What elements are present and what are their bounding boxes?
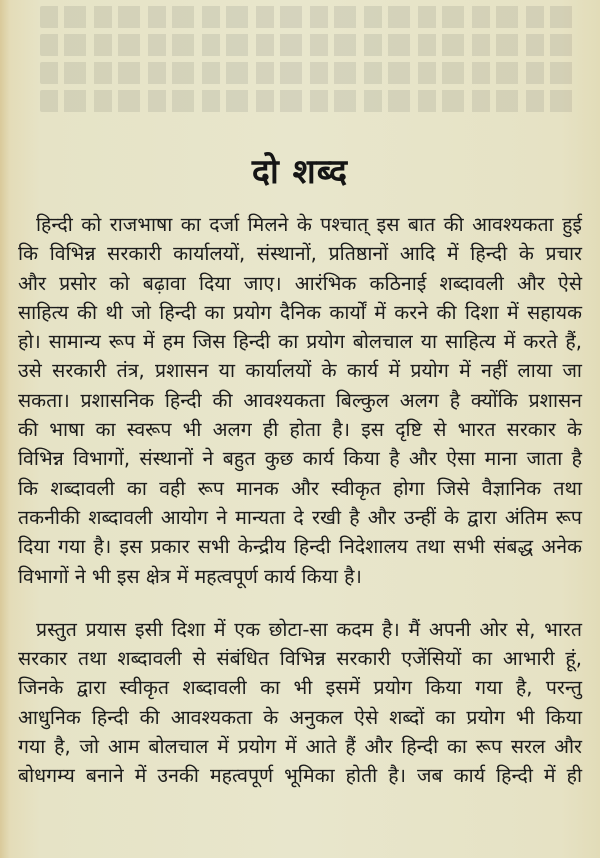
text-line: साहित्य की थी जो हिन्दी का प्रयोग दैनिक कार्यों में करने की दिशा में सहायक xyxy=(18,300,582,324)
text-line: कि विभिन्न सरकारी कार्यालयों, संस्थानों, प्रतिष्ठानों आदि में हिन्दी के प्रचार xyxy=(18,242,582,266)
text-line: की भाषा का स्वरूप भी अलग ही होता है। इस दृष्टि से भारत सरकार के xyxy=(18,418,582,442)
text-line: कि शब्दावली का वही रूप मानक और स्वीकृत होगा जिसे वैज्ञानिक तथा xyxy=(18,476,582,500)
show-through-line xyxy=(40,34,580,56)
paragraph-2 xyxy=(18,615,582,791)
reverse-page-show-through xyxy=(40,0,580,115)
text-line: सरकार तथा शब्दावली से संबंधित विभिन्न सरकारी एजेंसियों का आभारी हूं, xyxy=(18,647,582,671)
text-line: जिनके द्वारा स्वीकृत शब्दावली का भी इसमें प्रयोग किया गया है, परन्तु xyxy=(18,676,582,700)
text-line: दिया गया है। इस प्रकार सभी केन्द्रीय हिन्दी निदेशालय तथा सभी संबद्ध अनेक xyxy=(18,535,582,559)
text-line: हो। सामान्य रूप में हम जिस हिन्दी का प्रयोग बोलचाल या साहित्य में करते हैं, xyxy=(18,330,582,354)
text-line: सकता। प्रशासनिक हिन्दी की आवश्यकता बिल्कुल अलग है क्योंकि प्रशासन xyxy=(18,388,582,412)
text-line: हिन्दी को राजभाषा का दर्जा मिलने के पश्चात् इस बात की आवश्यकता हुई xyxy=(36,213,582,236)
text-line: विभिन्न विभागों, संस्थानों ने बहुत कुछ कार्य किया है और ऐसा माना जाता है xyxy=(18,447,582,471)
paragraph-1 xyxy=(18,210,582,591)
show-through-line xyxy=(40,90,580,112)
text-line: प्रस्तुत प्रयास इसी दिशा में एक छोटा-सा कदम है। मैं अपनी ओर से, भारत xyxy=(36,617,582,641)
text-line: विभागों ने भी इस क्षेत्र में महत्वपूर्ण कार्य किया है। xyxy=(18,564,362,588)
text-line: गया है, जो आम बोलचाल में प्रयोग में आते हैं और हिन्दी का रूप सरल और xyxy=(18,735,582,759)
text-line: तकनीकी शब्दावली आयोग ने मान्यता दे रखी है और उन्हीं के द्वारा अंतिम रूप xyxy=(18,505,582,529)
text-line: बोधगम्य बनाने में उनकी महत्वपूर्ण भूमिका होती है। जब कार्य हिन्दी में ही xyxy=(18,764,582,788)
show-through-line xyxy=(40,6,580,28)
show-through-line xyxy=(40,62,580,84)
text-line: उसे सरकारी तंत्र, प्रशासन या कार्यालयों के कार्य में प्रयोग में नहीं लाया जा xyxy=(18,359,582,383)
text-line: आधुनिक हिन्दी की आवश्यकता के अनुकल ऐसे शब्दों का प्रयोग भी किया xyxy=(18,705,582,729)
text-line: और प्रसोर को बढ़ावा दिया जाए। आरंभिक कठिनाई शब्दावली और ऐसे xyxy=(18,271,582,295)
page-body xyxy=(18,210,582,815)
page-title: दो शब्द xyxy=(251,151,349,192)
